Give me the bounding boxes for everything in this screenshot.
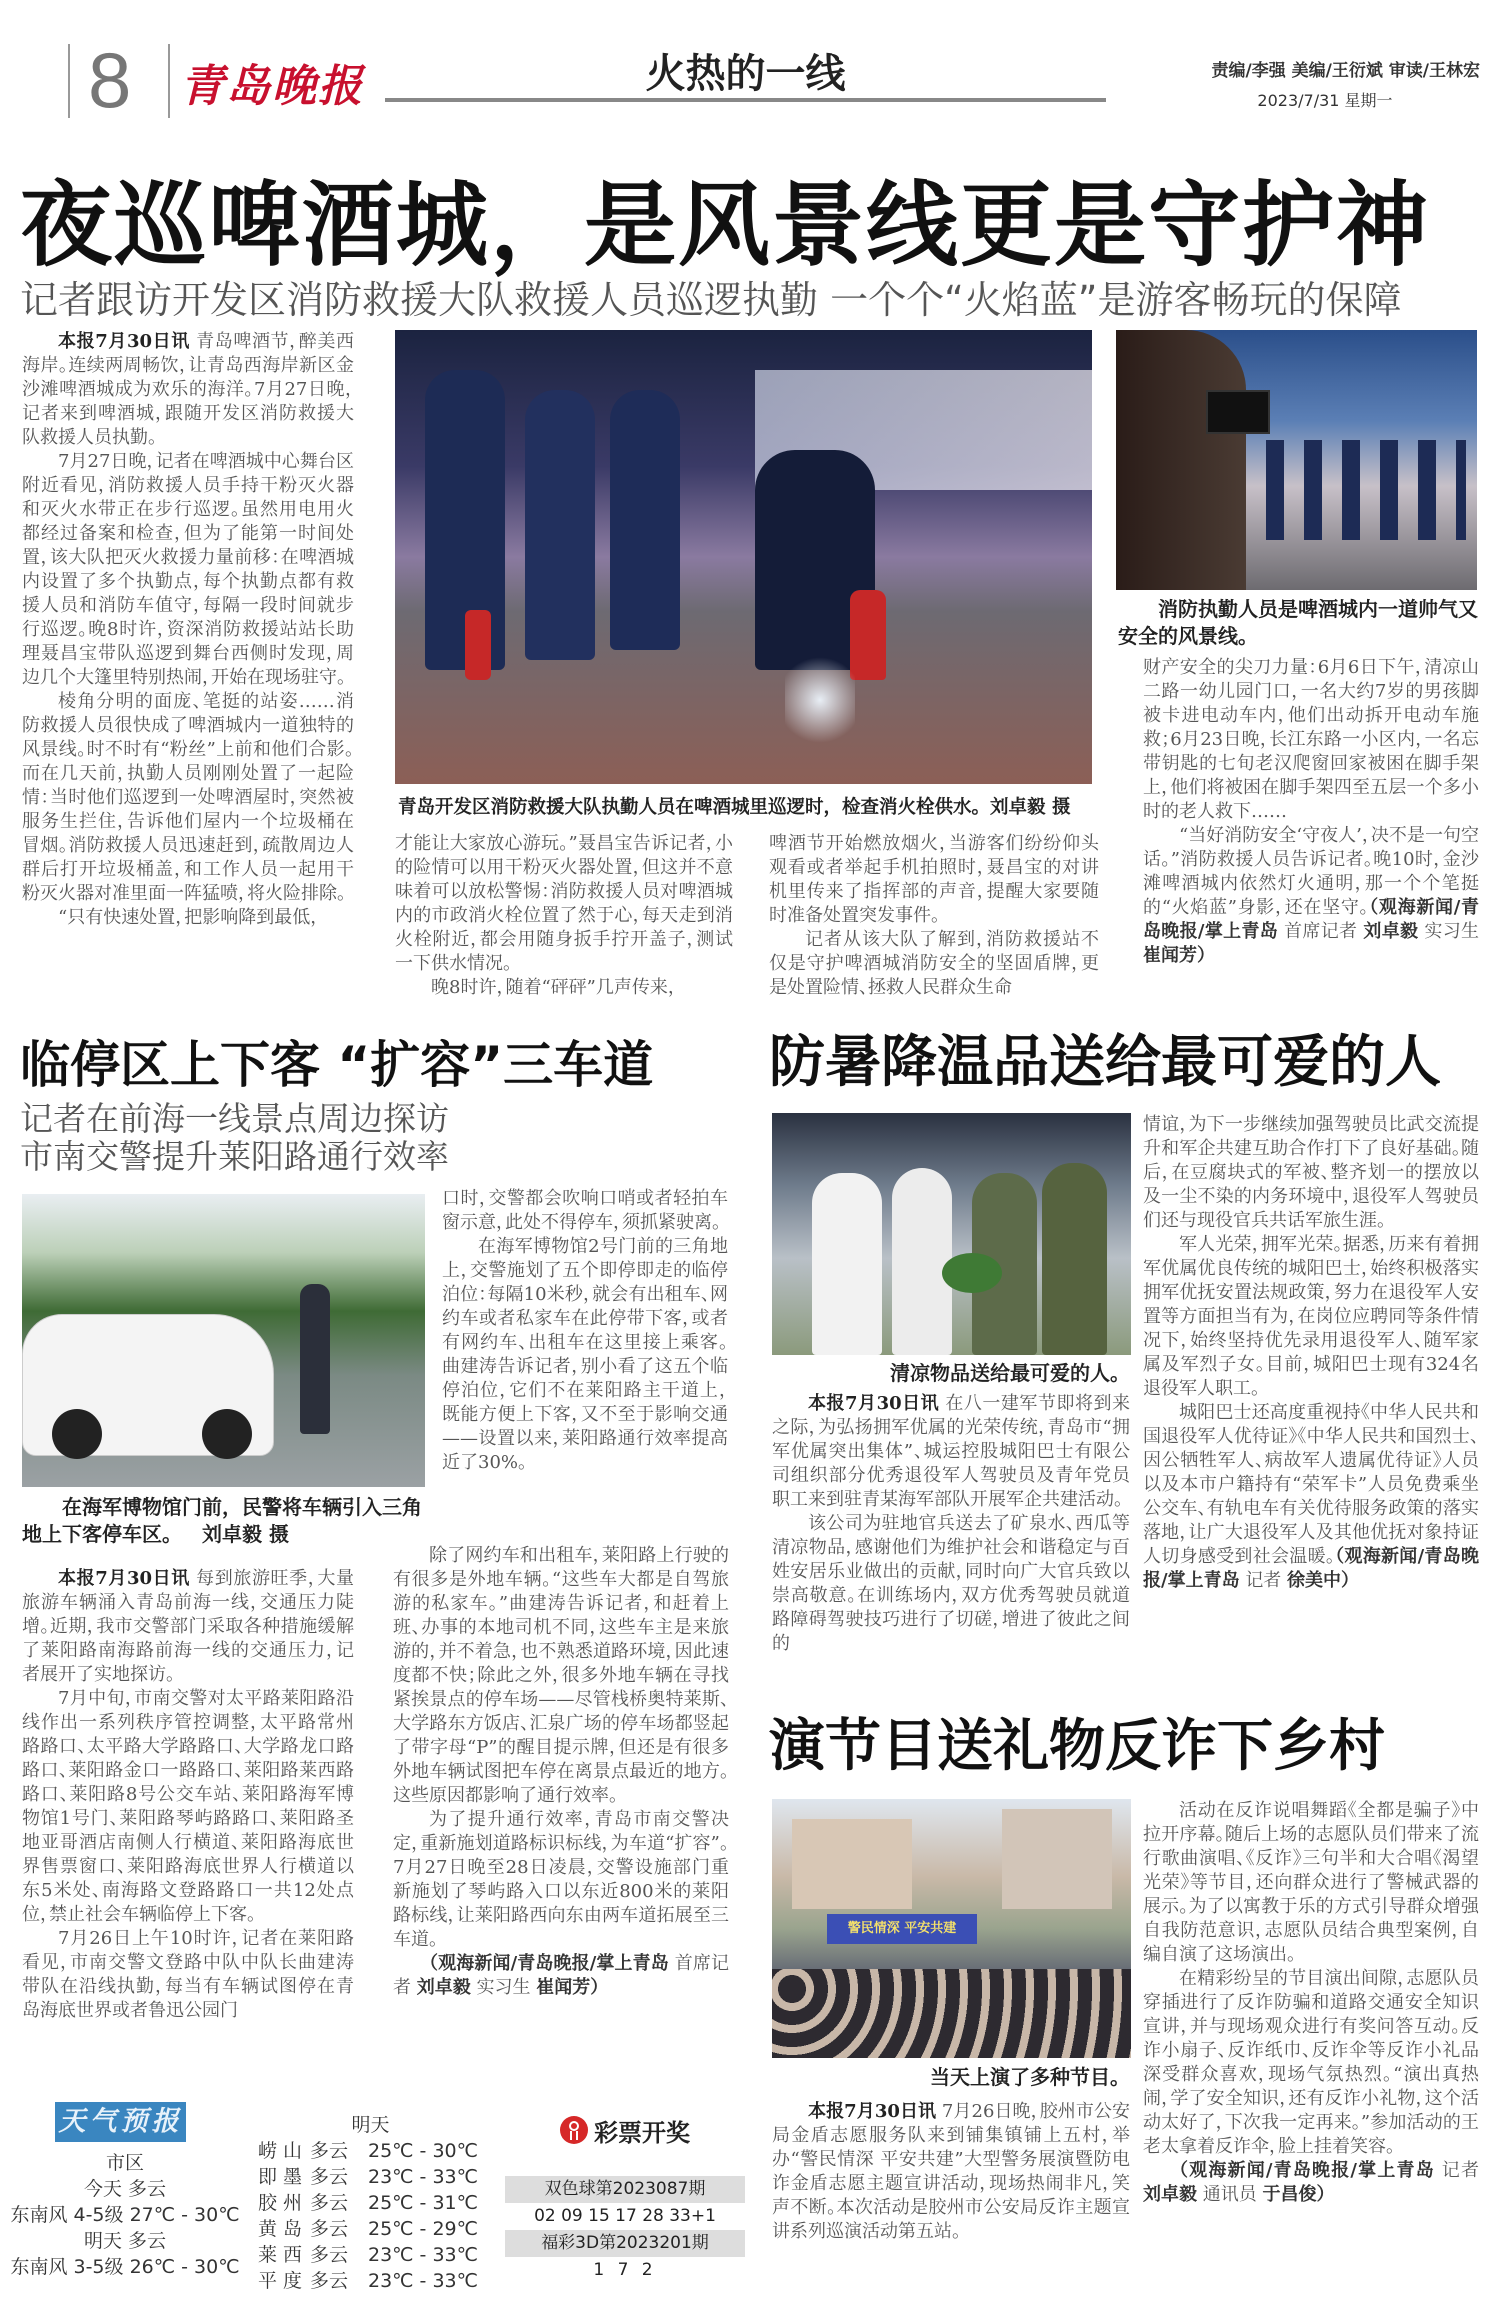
article2-photo-caption bbox=[22, 1494, 427, 1548]
water-spray bbox=[785, 650, 855, 750]
paragraph-text: 7月26日晚，胶州市公安局金盾志愿服务队来到铺集镇铺上五村，举办“警民情深 平安共建”大型警务展演暨防电诈金盾志愿主题宣讲活动，现场热闹非凡，笑声不断。本次活动是胶州市公安局反诈主题宣讲系列巡演活动第五站。 bbox=[772, 2101, 1131, 2242]
weather-district-row bbox=[258, 2268, 483, 2294]
paragraph bbox=[1143, 656, 1479, 824]
car-wheel bbox=[52, 1409, 102, 1459]
paragraph bbox=[772, 2100, 1130, 2244]
article3-column-1 bbox=[772, 1392, 1130, 1656]
paragraph bbox=[1143, 824, 1479, 968]
weather-city-label: 市区 bbox=[105, 2152, 144, 2174]
paragraph-text: 该公司为驻地官兵送去了矿泉水、西瓜等清凉物品，感谢他们为维护社会和谐稳定与百姓安居乐业做出的贡献，同时向广大官兵致以崇高敬意。在训练场内，双方优秀驾驶员就道路障碍驾驶技巧进行了切磋，增进了彼此之间的 bbox=[772, 1513, 1130, 1654]
paragraph bbox=[1143, 1233, 1479, 1401]
paragraph bbox=[22, 450, 354, 690]
article4-column-1 bbox=[772, 2100, 1130, 2244]
paragraph bbox=[395, 832, 733, 976]
paragraph bbox=[769, 928, 1099, 1000]
editor-credits: 责编/李强 美编/王衍斌 审读/王林宏 bbox=[1211, 61, 1480, 81]
paragraph bbox=[1143, 1401, 1479, 1593]
byline-role: 实习生 bbox=[1424, 921, 1480, 942]
weather-district-list bbox=[258, 2138, 483, 2294]
article1-headline: 夜巡啤酒城，是风景线更是守护神 bbox=[20, 172, 1431, 279]
paragraph-text: 才能让大家放心游玩。”聂昌宝告诉记者，小的险情可以用干粉灭火器处置，但这并不意味着可以放松警惕：消防救援人员对啤酒城内的市政消火栓位置了然于心，每天走到消火栓附近，都会用随身扳手拧开盖子，测试一下供水情况。 bbox=[395, 833, 733, 974]
paragraph-text: 在八一建军节即将到来之际，为弘扬拥军优属的光荣传统，青岛市“拥军优属突出集体”、城运控股城阳巴士有限公司组织部分优秀退役军人驾驶员及青年党员职工来到驻青某海军部队开展军企共建活动。 bbox=[772, 1393, 1130, 1510]
article4-column-2 bbox=[1143, 1799, 1479, 2207]
lottery-header bbox=[560, 2110, 720, 2150]
paragraph bbox=[22, 690, 354, 906]
byline-name: 崔闻芳） bbox=[1143, 945, 1206, 966]
article1-subheadline: 记者跟访开发区消防救援大队救援人员巡逻执勤 一个个“火焰蓝”是游客畅玩的保障 bbox=[20, 278, 1402, 322]
paragraph-text: 棱角分明的面庞、笔挺的站姿……消防救援人员很快成了啤酒城内一道独特的风景线。时不时有“粉丝”上前和他们合影。而在几天前，执勤人员刚刚处置了一起险情：当时他们巡逻到一处啤酒屋时，突然被服务生拦住，告诉他们屋内一个垃圾桶在冒烟。消防救援人员迅速赶到，疏散周边人群后打开垃圾桶盖，和工作人员一起用干粉灭火器对准里面一阵猛喷，将火险排除。 bbox=[22, 691, 354, 904]
article2-headline: 临停区上下客 “扩容”三车道 bbox=[20, 1036, 654, 1094]
paragraph-text: 军人光荣，拥军光荣。据悉，历来有着拥军优属优良传统的城阳巴士，始终积极落实拥军优抚安置法规政策，努力在退役军人安置等方面担当有为，在岗位应聘同等条件情况下，始终坚持优先录用退役军人、随军家属及军烈子女。目前，城阳巴士现有324名退役军人职工。 bbox=[1143, 1234, 1479, 1399]
paragraph-text: 每到旅游旺季，大量旅游车辆涌入青岛前海一线，交通压力陡增。近期，我市交警部门采取各种措施缓解了莱阳路南海路前海一线的交通压力，记者展开了实地探访。 bbox=[22, 1568, 354, 1685]
weather-today-detail: 东南风 4-5级 27℃ - 30℃ bbox=[10, 2204, 240, 2226]
district-temp: 23℃ - 33℃ bbox=[368, 2166, 478, 2188]
article2-column-2-top bbox=[442, 1187, 728, 1475]
traffic-officer bbox=[300, 1284, 330, 1434]
byline-role: 记者 bbox=[1441, 2160, 1479, 2181]
district-name: 平 度 bbox=[258, 2270, 303, 2292]
divider bbox=[168, 44, 170, 118]
district-name: 黄 岛 bbox=[258, 2218, 303, 2240]
photo-traffic-police-car bbox=[22, 1194, 425, 1487]
district-temp: 25℃ - 31℃ bbox=[368, 2192, 478, 2214]
weather-districts bbox=[258, 2112, 483, 2294]
article1-column-3 bbox=[769, 832, 1099, 1000]
building bbox=[1002, 1809, 1112, 1909]
paragraph bbox=[395, 976, 733, 1000]
lottery-title: 彩票开奖 bbox=[594, 2117, 690, 2147]
section-title: 火热的一线 bbox=[645, 51, 846, 97]
caption-text: 在海军博物馆门前，民警将车辆引入三角地上下客停车区。 bbox=[22, 1495, 422, 1546]
weather-district-row bbox=[258, 2138, 483, 2164]
issue-date: 2023/7/31 星期一 bbox=[1257, 91, 1393, 110]
paragraph bbox=[22, 1567, 354, 1687]
fc3d-issue: 福彩3D第2023201期 bbox=[505, 2230, 745, 2257]
fire-extinguisher bbox=[465, 610, 491, 680]
article2-subheadline-2: 市南交警提升莱阳路通行效率 bbox=[20, 1137, 449, 1176]
building bbox=[792, 1819, 912, 1909]
district-temp: 23℃ - 33℃ bbox=[368, 2270, 478, 2292]
firefighter-figure bbox=[525, 390, 595, 660]
byline-role: 实习生 bbox=[476, 1977, 531, 1998]
paragraph bbox=[769, 832, 1099, 928]
weather-district-row bbox=[258, 2242, 483, 2268]
paragraph-text: 7月27日晚，记者在啤酒城中心舞台区附近看见，消防救援人员手持干粉灭火器和灭火水带正在步行巡逻。虽然用电用火都经过备案和检查，但为了能第一时间处置，该大队把灭火救援力量前移：在啤酒城内设置了多个执勤点，每个执勤点都有救援人员和消防车值守，每隔一段时间就步行巡逻。晚8时许，资深消防救援站站长助理聂昌宝带队巡逻到舞台西侧时发现，周边几个大篷里特别热闹，开始在现场驻守。 bbox=[22, 451, 354, 688]
district-sky: 多云 bbox=[310, 2192, 349, 2214]
divider bbox=[68, 44, 70, 118]
ssq-issue: 双色球第2023087期 bbox=[505, 2176, 745, 2203]
paragraph bbox=[393, 1544, 729, 1808]
car-wheel bbox=[202, 1409, 252, 1459]
paragraph-text: 财产安全的尖刀力量：6月6日下午，清凉山二路一幼儿园门口，一名大约7岁的男孩脚被卡进电动车内，他们出动拆开电动车施救；6月23日晚，长江东路一小区内，一名忘带钥匙的七旬老汉爬窗回家被困在脚手架上，他们将被困在脚手架四至五层一个多小时的老人救下…… bbox=[1143, 657, 1479, 822]
byline-role: 首席记者 bbox=[1284, 921, 1358, 942]
paragraph-text: 口时，交警都会吹响口哨或者轻拍车窗示意，此处不得停车，须抓紧驶离。 bbox=[442, 1188, 728, 1233]
firefighter-line bbox=[1266, 440, 1466, 540]
byline-name: 于昌俊） bbox=[1262, 2184, 1326, 2205]
fire-hydrant bbox=[850, 590, 886, 680]
paragraph bbox=[1143, 1113, 1479, 1233]
dateline: 本报7月30日讯 bbox=[808, 1393, 940, 1414]
paragraph-text: 为了提升通行效率，青岛市南交警决定，重新施划道路标识标线，为车道“扩容”。7月27日晚至28日凌晨，交警设施部门重新施划了琴屿路入口以东近800米的莱阳路标线，让莱阳路西向东由两车道拓展至三车道。 bbox=[393, 1809, 729, 1950]
byline-outlet: （观海新闻/青岛晚报/掌上青岛 bbox=[1143, 1546, 1479, 1591]
weather-tomorrow-detail: 东南风 3-5级 26℃ - 30℃ bbox=[10, 2256, 240, 2278]
district-name: 崂 山 bbox=[258, 2140, 303, 2162]
byline-role: 记者 bbox=[1245, 1570, 1282, 1591]
byline-name: 徐美中） bbox=[1287, 1570, 1351, 1591]
district-sky: 多云 bbox=[310, 2140, 349, 2162]
paragraph bbox=[393, 1808, 729, 1952]
article3-column-2 bbox=[1143, 1113, 1479, 1593]
district-sky: 多云 bbox=[310, 2166, 349, 2188]
byline-outlet: （观海新闻/青岛晚报/掌上青岛 bbox=[1179, 2160, 1435, 2181]
photo-anti-fraud-performance bbox=[772, 1799, 1131, 2058]
driver-figure bbox=[892, 1168, 952, 1355]
lottery-ribbon-icon bbox=[560, 2116, 588, 2144]
soldier-figure bbox=[1042, 1163, 1107, 1355]
newspaper-logo: 青岛晚报 bbox=[180, 61, 364, 112]
paragraph bbox=[1143, 1967, 1479, 2159]
page-number: 8 bbox=[88, 36, 132, 124]
phone-in-photo bbox=[1206, 390, 1270, 434]
article4-headline: 演节目送礼物反诈下乡村 bbox=[769, 1714, 1385, 1779]
paragraph bbox=[1143, 1799, 1479, 1967]
district-sky: 多云 bbox=[310, 2218, 349, 2240]
paragraph-text: 在精彩纷呈的节目演出间隙，志愿队员穿插进行了反诈防骗和道路交通安全知识宣讲，并与现场观众进行有奖问答互动。反诈小扇子、反诈纸巾、反诈伞等反诈小礼品深受群众喜欢，现场气氛热烈。“演出真热闹，学了安全知识，还有反诈小礼物，这个活动太好了，下次我一定再来。”参加活动的王老太拿着反诈伞，脸上挂着笑容。 bbox=[1143, 1968, 1479, 2157]
paragraph bbox=[772, 1392, 1130, 1512]
paragraph bbox=[22, 1927, 354, 2023]
side-photo-firefighter-line bbox=[1116, 330, 1477, 590]
firefighter-figure bbox=[610, 390, 680, 650]
dateline: 本报7月30日讯 bbox=[58, 331, 190, 352]
audience-crowd bbox=[772, 1969, 1131, 2058]
byline-name: 刘卓毅 bbox=[416, 1977, 471, 1998]
paragraph-text: 啤酒节开始燃放烟火，当游客们纷纷仰头观看或者举起手机拍照时，聂昌宝的对讲机里传来了指挥部的声音，提醒大家要随时准备处置突发事件。 bbox=[769, 833, 1099, 926]
paragraph-text: 情谊，为下一步继续加强驾驶员比武交流提升和军企共建互助合作打下了良好基础。随后，在豆腐块式的军被、整齐划一的摆放以及一尘不染的内务环境中，退役军人驾驶员们还与现役官兵共话军旅生涯。 bbox=[1143, 1114, 1479, 1231]
article1-column-4 bbox=[1143, 656, 1479, 968]
weather-district-row bbox=[258, 2164, 483, 2190]
watermelon bbox=[942, 1253, 1002, 1293]
paragraph-text: 青岛啤酒节，醉美西海岸。连续两周畅饮，让青岛西海岸新区金沙滩啤酒城成为欢乐的海洋。7月27日晚，记者来到啤酒城，跟随开发区消防救援大队救援人员执勤。 bbox=[22, 331, 354, 448]
section-underline bbox=[385, 98, 1106, 102]
lottery-results bbox=[505, 2176, 745, 2284]
paragraph-text: 活动在反诈说唱舞蹈《全都是骗子》中拉开序幕。随后上场的志愿队员们带来了流行歌曲演唱、《反诈》三句半和大合唱《渴望光荣》等节目，还向群众进行了警械武器的展示。为了以寓教于乐的方式引导群众增强自我防范意识，志愿队员结合典型案例，自编自演了这场演出。 bbox=[1143, 1800, 1479, 1965]
byline-name: 刘卓毅 bbox=[1363, 921, 1419, 942]
dateline: 本报7月30日讯 bbox=[58, 1568, 190, 1589]
paragraph-text: 除了网约车和出租车，莱阳路上行驶的有很多是外地车辆。“这些车大都是自驾旅游的私家车。”曲建涛告诉记者，和赶着上班、办事的本地司机不同，这些车主是来旅游的，并不着急，也不熟悉道路环境，因此速度都不快；除此之外，很多外地车辆在寻找紧挨景点的停车场——尽管栈桥奥特莱斯、大学路东方饭店、汇泉广场的停车场都竖起了带字母“P”的醒目提示牌，但还是有很多外地车辆试图把车停在离景点最近的地方。这些原因都影响了通行效率。 bbox=[393, 1545, 729, 1806]
spectator-figure bbox=[1116, 330, 1246, 590]
main-photo-firefighters-hydrant bbox=[395, 330, 1092, 784]
district-sky: 多云 bbox=[310, 2244, 349, 2266]
district-name: 即 墨 bbox=[258, 2166, 303, 2188]
side-photo-caption: 消防执勤人员是啤酒城内一道帅气又安全的风景线。 bbox=[1118, 597, 1478, 648]
paragraph bbox=[393, 1952, 729, 2000]
paragraph bbox=[22, 906, 354, 930]
district-name: 莱 西 bbox=[258, 2244, 303, 2266]
driver-figure bbox=[812, 1173, 882, 1355]
article3-photo-caption: 清凉物品送给最可爱的人。 bbox=[890, 1361, 1130, 1385]
photo-watermelon-gift bbox=[772, 1113, 1131, 1355]
event-banner: 警民情深 平安共建 bbox=[827, 1914, 977, 1944]
paragraph bbox=[772, 1512, 1130, 1656]
paragraph-text: 7月中旬，市南交警对太平路莱阳路沿线作出一系列秩序管控调整，太平路常州路路口、太平路大学路路口、大学路龙口路路口、莱阳路金口一路路口、莱阳路莱西路路口、莱阳路8号公交车站、莱阳路海军博物馆1号门、莱阳路琴屿路路口、莱阳路圣地亚哥酒店南侧人行横道、莱阳路海底世界售票窗口、莱阳路海底世界人行横道以东5米处、南海路文登路路口一共12处点位，禁止社会车辆临停上下客。 bbox=[22, 1688, 354, 1925]
article2-column-2 bbox=[393, 1544, 729, 2000]
byline-role: 通讯员 bbox=[1202, 2184, 1257, 2205]
weather-district-row bbox=[258, 2216, 483, 2242]
weather-district-row bbox=[258, 2190, 483, 2216]
paragraph-text: 城阳巴士还高度重视持《中华人民共和国退役军人优待证》《中华人民共和国烈士、因公牺牲军人、病故军人遗属优待证》人员以及本市户籍持有“荣军卡”人员免费乘坐公交车、有轨电车有关优待服务政策的落实落地，让广大退役军人及其他优抚对象持证人切身感受到社会温暖。 bbox=[1143, 1402, 1479, 1567]
article4-photo-caption: 当天上演了多种节目。 bbox=[930, 2065, 1130, 2089]
weather-today: 今天 多云 bbox=[83, 2178, 167, 2200]
dateline: 本报7月30日讯 bbox=[808, 2101, 937, 2122]
byline-role: 首席记者 bbox=[393, 1953, 729, 1998]
fc3d-numbers: 1 7 2 bbox=[593, 2260, 657, 2280]
byline-outlet: （观海新闻/青岛晚报/掌上青岛 bbox=[429, 1953, 669, 1974]
paragraph-text: “当好消防安全‘守夜人’，决不是一句空话。”消防救援人员告诉记者。晚10时，金沙滩啤酒城内依然灯火通明，那一个个笔挺的“火焰蓝”身影，还在坚守。 bbox=[1143, 825, 1479, 918]
article1-column-1 bbox=[22, 330, 354, 930]
paragraph bbox=[22, 1687, 354, 1927]
paragraph-text: 晚8时许，随着“砰砰”几声传来， bbox=[431, 977, 677, 998]
district-temp: 23℃ - 33℃ bbox=[368, 2244, 478, 2266]
byline-name: 崔闻芳） bbox=[536, 1977, 600, 1998]
byline-outlet: （观海新闻/青岛晚报/掌上青岛 bbox=[1143, 897, 1479, 942]
paragraph bbox=[442, 1187, 728, 1235]
byline-name: 刘卓毅 bbox=[1143, 2184, 1197, 2205]
paragraph-text: 7月26日上午10时许，记者在莱阳路看见，市南交警文登路中队中队长曲建涛带队在沿线执勤，每当有车辆试图停在青岛海底世界或者鲁迅公园门 bbox=[22, 1928, 354, 2021]
paragraph bbox=[1143, 2159, 1479, 2207]
weather-districts-label: 明天 bbox=[351, 2114, 390, 2136]
paragraph-text: 在海军博物馆2号门前的三角地上，交警施划了五个即停即走的临停泊位：每隔10米秒，就会有出租车、网约车或者私家车在此停带下客，或者有网约车、出租车在这里接上乘客。曲建涛告诉记者，别小看了这五个临停泊位，它们不在莱阳路主干道上，既能方便上下客，又不至于影响交通——设置以来，莱阳路通行效率提高近了30%。 bbox=[442, 1236, 728, 1473]
district-temp: 25℃ - 29℃ bbox=[368, 2218, 478, 2240]
article1-column-2 bbox=[395, 832, 733, 1000]
district-temp: 25℃ - 30℃ bbox=[368, 2140, 478, 2162]
photo-credit: 刘卓毅 摄 bbox=[202, 1522, 289, 1546]
paragraph-text: “只有快速处置，把影响降到最低， bbox=[58, 907, 320, 928]
district-sky: 多云 bbox=[310, 2270, 349, 2292]
article2-subheadline-1: 记者在前海一线景点周边探访 bbox=[20, 1099, 449, 1138]
weather-city bbox=[10, 2150, 240, 2280]
district-name: 胶 州 bbox=[258, 2192, 303, 2214]
paragraph-text: 记者从该大队了解到，消防救援站不仅是守护啤酒城消防安全的坚固盾牌，更是处置险情、拯救人民群众生命 bbox=[769, 929, 1099, 998]
paragraph bbox=[442, 1235, 728, 1475]
ssq-numbers: 02 09 15 17 28 33+1 bbox=[534, 2206, 716, 2226]
main-photo-caption: 青岛开发区消防救援大队执勤人员在啤酒城里巡逻时，检查消火栓供水。刘卓毅 摄 bbox=[398, 797, 1071, 818]
article2-column-1 bbox=[22, 1567, 354, 2023]
paragraph bbox=[22, 330, 354, 450]
weather-forecast-title: 天气预报 bbox=[55, 2102, 186, 2142]
weather-tomorrow: 明天 多云 bbox=[83, 2230, 167, 2252]
article3-headline: 防暑降温品送给最可爱的人 bbox=[769, 1030, 1441, 1095]
